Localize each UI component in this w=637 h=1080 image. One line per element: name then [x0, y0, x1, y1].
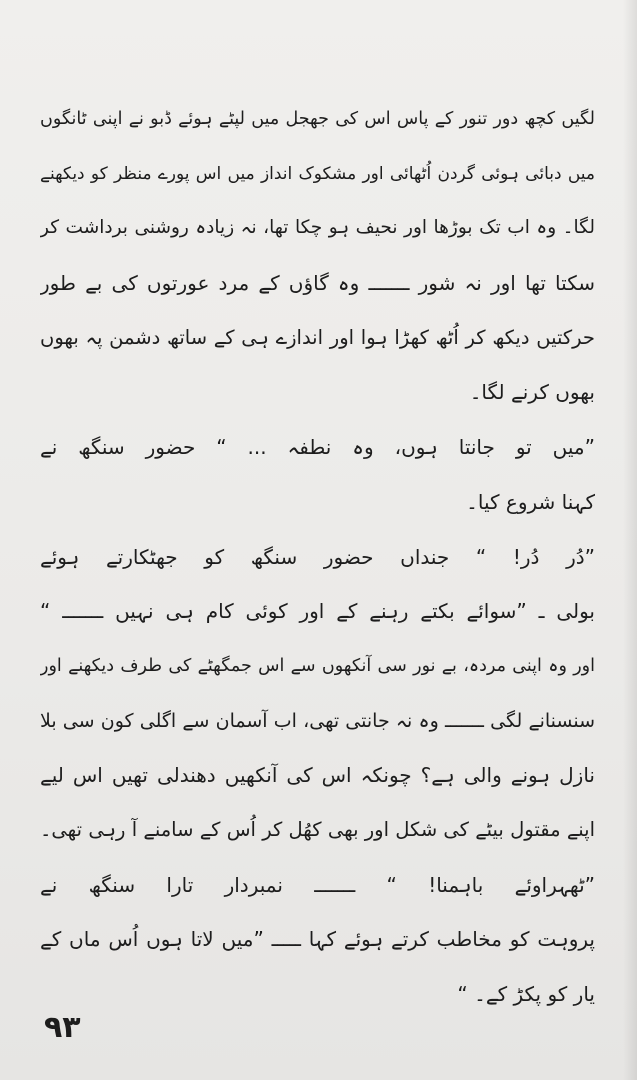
- text-line: میں دبائی ہوئی گردن اُٹھائی اور مشکوک انداز میں اس پورے منظر کو دیکھنے: [40, 163, 595, 184]
- text-line: نازل ہونے والی ہے؟ چونکہ اس کی آنکھیں دھندلی تھیں اس لیے: [40, 763, 595, 788]
- page-number: ۹۳: [44, 1010, 81, 1045]
- page-text: [40, 92, 595, 1022]
- text-line: لگا۔ وہ اب تک بوڑھا اور نحیف ہو چکا تھا، نہ زیادہ روشنی برداشت کر: [40, 217, 595, 239]
- text-line: ”میں تو جانتا ہوں، وہ نطفہ ... “ حضور سنگھ نے: [40, 435, 595, 460]
- text-line: ”دُر دُر! “ جنداں حضور سنگھ کو جھٹکارتے ہوئے: [40, 544, 595, 569]
- text-line: اپنے مقتول بیٹے کی شکل اور بھی کھُل کر اُس کے سامنے آ رہی تھی۔: [40, 817, 595, 841]
- text-line: یار کو پکڑ کے۔ “: [457, 982, 595, 1006]
- text-line: سکتا تھا اور نہ شور ـــــــ وہ گاؤں کے مرد عورتوں کی بے طور: [40, 271, 595, 296]
- text-line: اور وہ اپنی مردہ، بے نور سی آنکھوں سے اس جمگھٹے کی طرف دیکھنے اور: [40, 655, 595, 676]
- text-line: بولی ـ ”سوائے بکتے رہنے کے اور کوئی کام ہی نہیں ـــــــ “: [40, 599, 595, 624]
- text-line: بھوں کرنے لگا۔: [469, 380, 595, 405]
- text-line: لگیں کچھ دور تنور کے پاس اس کی جھجل میں لپٹے ہوئے ڈبو نے اپنی ٹانگوں: [40, 109, 595, 129]
- text-line: پروہت کو مخاطب کرتے ہوئے کہا ـــــ ”میں لاتا ہوں اُس ماں کے: [40, 927, 595, 952]
- text-line: حرکتیں دیکھ کر اُٹھ کھڑا ہوا اور اندازے ہی کے ساتھ دشمن پہ بھوں: [40, 325, 595, 349]
- text-line: سنسنانے لگی ـــــــ وہ نہ جانتی تھی، اب آسمان سے اگلی کون سی بلا: [40, 709, 595, 732]
- text-line: کہنا شروع کیا۔: [466, 489, 595, 514]
- text-line: ”ٹھہراوئے باہمنا! “ ـــــــ نمبردار تارا سنگھ نے: [40, 872, 595, 897]
